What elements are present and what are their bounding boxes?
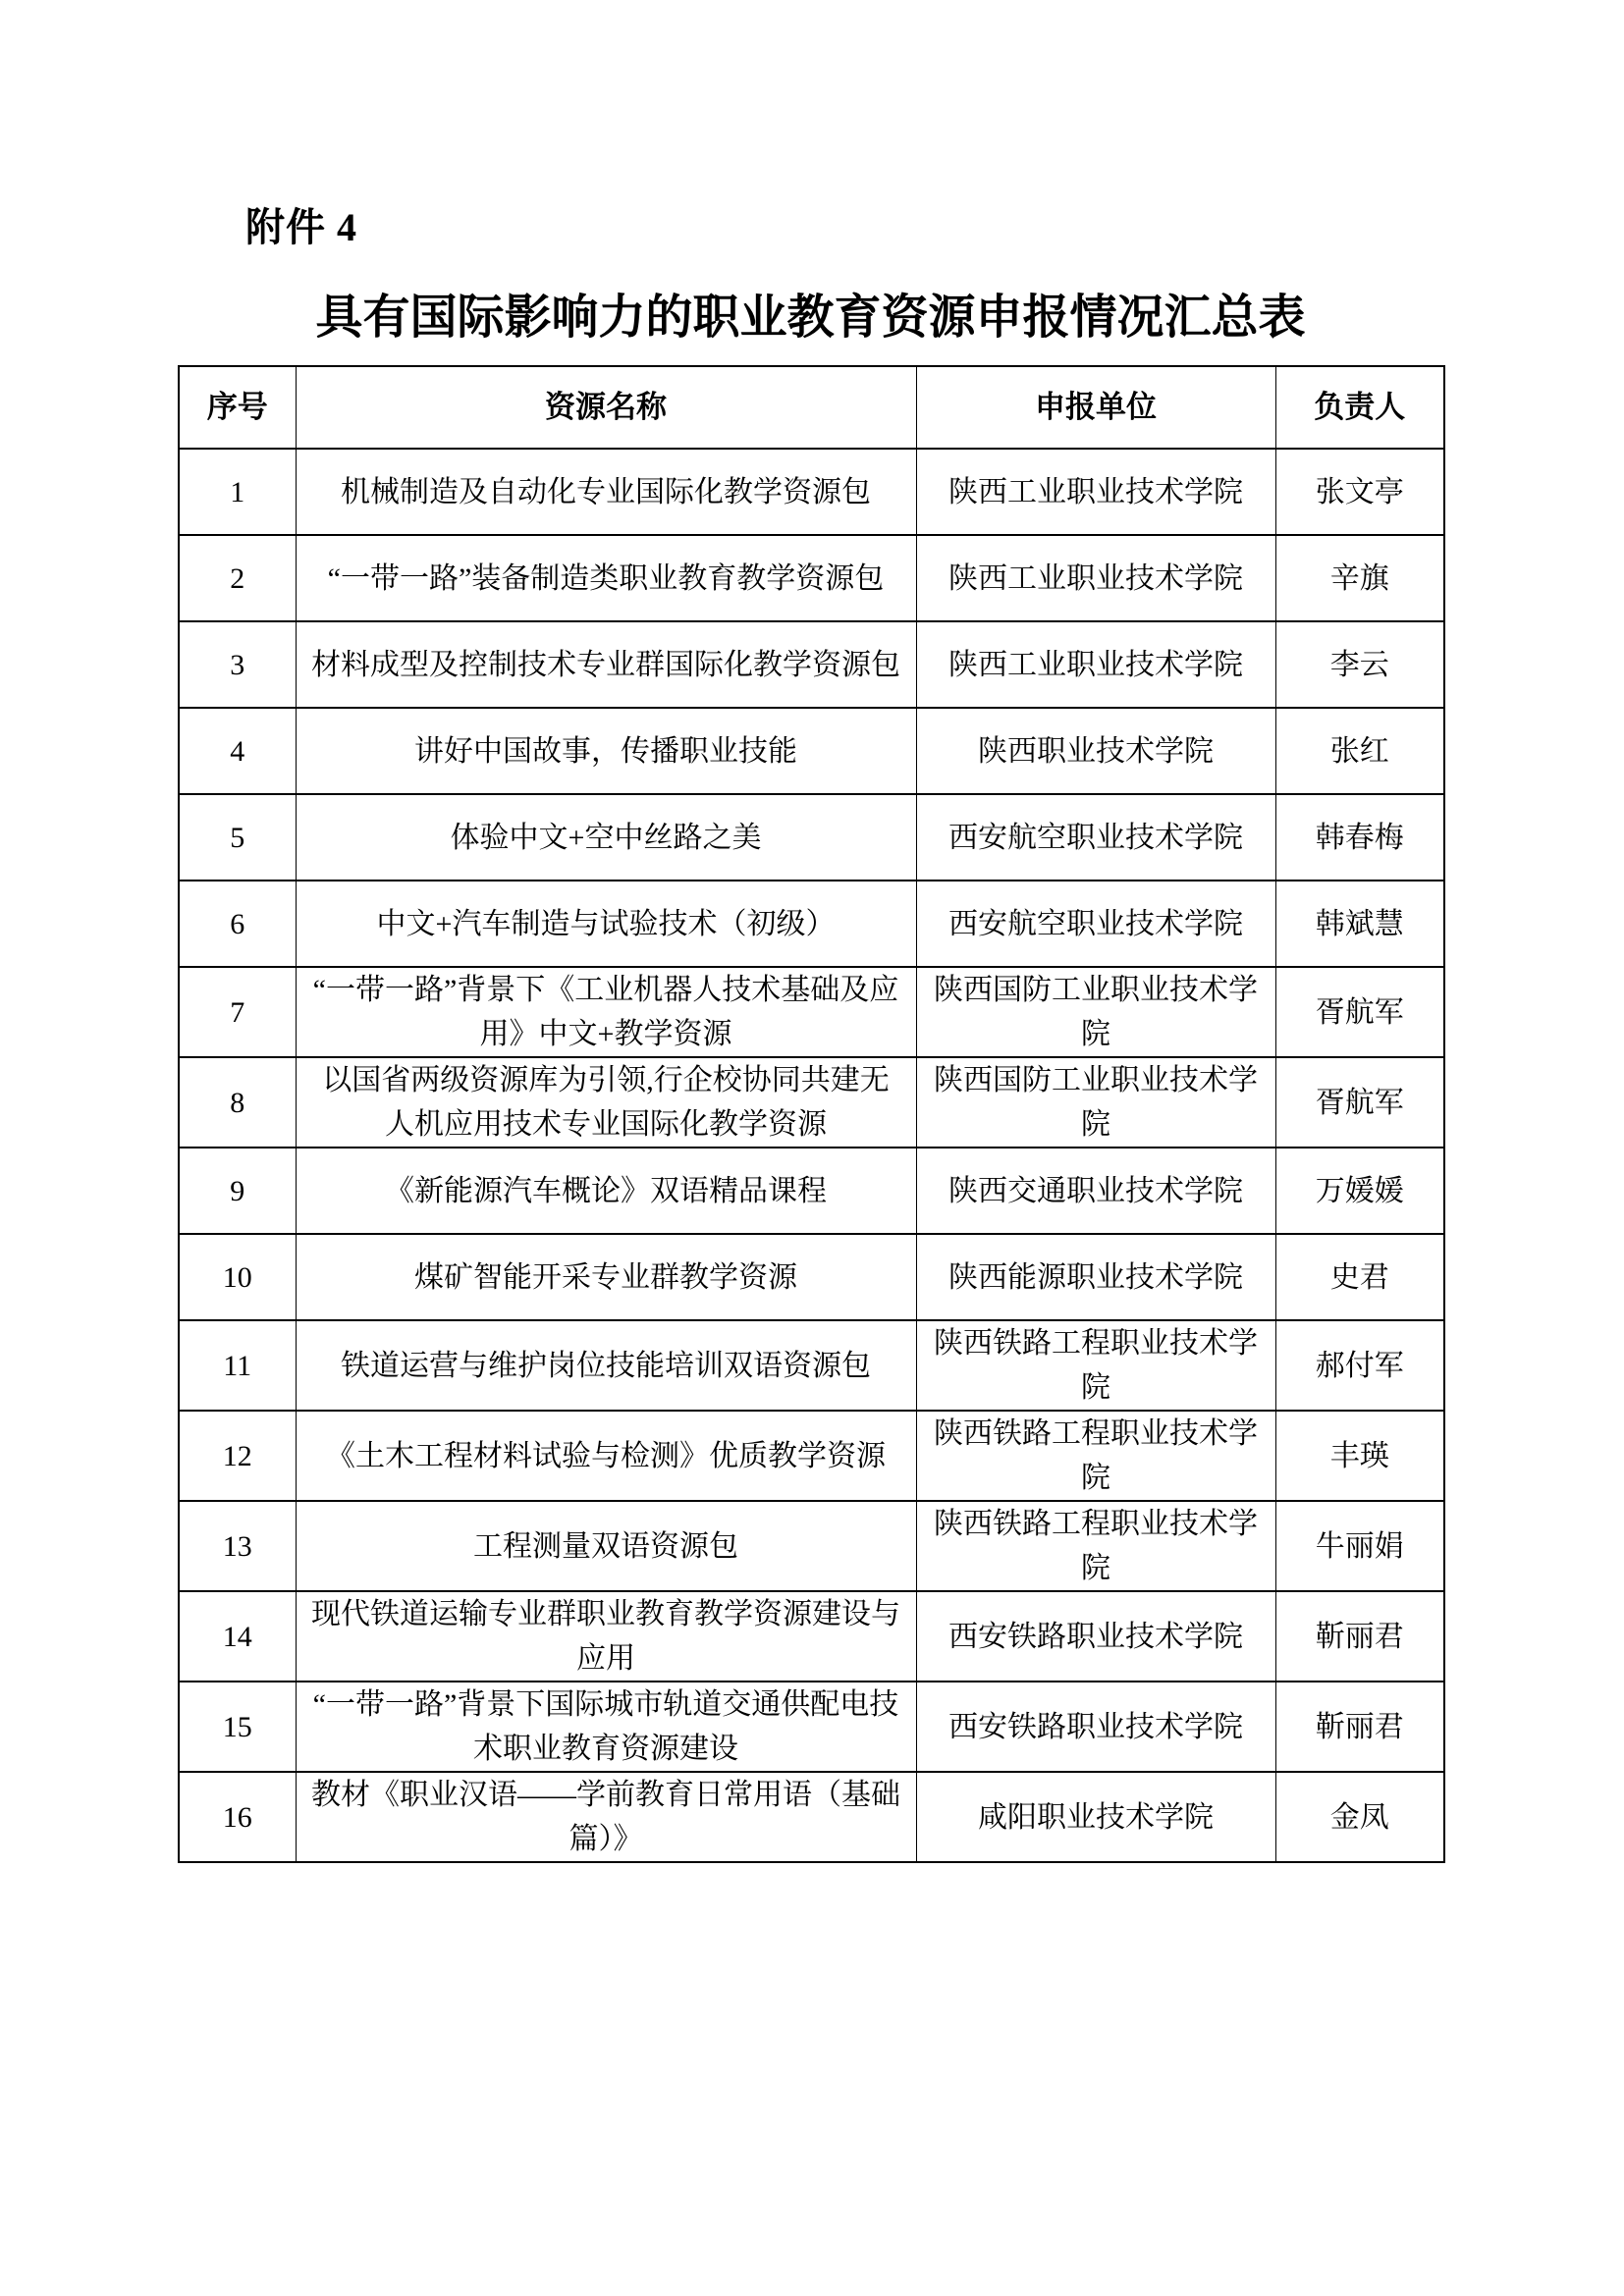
cell-resource-name: 工程测量双语资源包 — [296, 1501, 916, 1591]
cell-person-in-charge: 韩春梅 — [1275, 794, 1444, 881]
cell-serial-number: 12 — [179, 1411, 296, 1501]
cell-applying-unit: 陕西工业职业技术学院 — [916, 621, 1275, 708]
cell-resource-name: 铁道运营与维护岗位技能培训双语资源包 — [296, 1320, 916, 1411]
cell-serial-number: 8 — [179, 1057, 296, 1148]
cell-resource-name: 机械制造及自动化专业国际化教学资源包 — [296, 449, 916, 535]
cell-person-in-charge: 牛丽娟 — [1275, 1501, 1444, 1591]
cell-serial-number: 1 — [179, 449, 296, 535]
cell-person-in-charge: 韩斌慧 — [1275, 881, 1444, 967]
cell-person-in-charge: 靳丽君 — [1275, 1682, 1444, 1772]
table-row — [179, 1234, 1444, 1320]
cell-serial-number: 10 — [179, 1234, 296, 1320]
cell-resource-name: 现代铁道运输专业群职业教育教学资源建设与应用 — [296, 1591, 916, 1682]
cell-person-in-charge: 丰瑛 — [1275, 1411, 1444, 1501]
cell-serial-number: 14 — [179, 1591, 296, 1682]
table-row — [179, 967, 1444, 1057]
cell-serial-number: 16 — [179, 1772, 296, 1862]
page-title: 具有国际影响力的职业教育资源申报情况汇总表 — [315, 292, 1306, 344]
table-row — [179, 881, 1444, 967]
table-row — [179, 1320, 1444, 1411]
table-row — [179, 708, 1444, 794]
cell-person-in-charge: 辛旗 — [1275, 535, 1444, 621]
table-row — [179, 1501, 1444, 1591]
cell-person-in-charge: 万媛媛 — [1275, 1148, 1444, 1234]
cell-person-in-charge: 靳丽君 — [1275, 1591, 1444, 1682]
table-row — [179, 1682, 1444, 1772]
cell-serial-number: 9 — [179, 1148, 296, 1234]
summary-table — [178, 365, 1445, 1863]
cell-applying-unit: 陕西能源职业技术学院 — [916, 1234, 1275, 1320]
table-row — [179, 535, 1444, 621]
table-header-row — [179, 366, 1444, 449]
header-applying-unit: 申报单位 — [916, 366, 1275, 449]
cell-resource-name: 中文+汽车制造与试验技术（初级） — [296, 881, 916, 967]
table-row — [179, 1057, 1444, 1148]
table-row — [179, 1591, 1444, 1682]
cell-serial-number: 15 — [179, 1682, 296, 1772]
cell-applying-unit: 陕西国防工业职业技术学院 — [916, 967, 1275, 1057]
cell-serial-number: 5 — [179, 794, 296, 881]
cell-resource-name: 《土木工程材料试验与检测》优质教学资源 — [296, 1411, 916, 1501]
cell-resource-name: “一带一路”装备制造类职业教育教学资源包 — [296, 535, 916, 621]
cell-applying-unit: 西安铁路职业技术学院 — [916, 1682, 1275, 1772]
cell-resource-name: 讲好中国故事，传播职业技能 — [296, 708, 916, 794]
header-resource-name: 资源名称 — [296, 366, 916, 449]
cell-person-in-charge: 张红 — [1275, 708, 1444, 794]
table-row — [179, 794, 1444, 881]
cell-resource-name: 体验中文+空中丝路之美 — [296, 794, 916, 881]
cell-person-in-charge: 胥航军 — [1275, 967, 1444, 1057]
cell-applying-unit: 陕西铁路工程职业技术学院 — [916, 1320, 1275, 1411]
cell-person-in-charge: 郝付军 — [1275, 1320, 1444, 1411]
cell-serial-number: 6 — [179, 881, 296, 967]
cell-resource-name: 《新能源汽车概论》双语精品课程 — [296, 1148, 916, 1234]
header-serial-number: 序号 — [179, 366, 296, 449]
cell-applying-unit: 咸阳职业技术学院 — [916, 1772, 1275, 1862]
cell-person-in-charge: 史君 — [1275, 1234, 1444, 1320]
cell-serial-number: 7 — [179, 967, 296, 1057]
table-row — [179, 621, 1444, 708]
table-row — [179, 1772, 1444, 1862]
attachment-label: 附件 4 — [245, 205, 357, 249]
cell-applying-unit: 西安铁路职业技术学院 — [916, 1591, 1275, 1682]
cell-applying-unit: 西安航空职业技术学院 — [916, 881, 1275, 967]
table-row — [179, 1411, 1444, 1501]
cell-applying-unit: 陕西交通职业技术学院 — [916, 1148, 1275, 1234]
cell-resource-name: 教材《职业汉语——学前教育日常用语（基础篇）》 — [296, 1772, 916, 1862]
cell-applying-unit: 陕西国防工业职业技术学院 — [916, 1057, 1275, 1148]
cell-serial-number: 13 — [179, 1501, 296, 1591]
cell-person-in-charge: 胥航军 — [1275, 1057, 1444, 1148]
cell-person-in-charge: 金凤 — [1275, 1772, 1444, 1862]
cell-resource-name: “一带一路”背景下国际城市轨道交通供配电技术职业教育资源建设 — [296, 1682, 916, 1772]
cell-serial-number: 2 — [179, 535, 296, 621]
cell-serial-number: 4 — [179, 708, 296, 794]
cell-resource-name: 以国省两级资源库为引领,行企校协同共建无人机应用技术专业国际化教学资源 — [296, 1057, 916, 1148]
cell-resource-name: 材料成型及控制技术专业群国际化教学资源包 — [296, 621, 916, 708]
cell-resource-name: 煤矿智能开采专业群教学资源 — [296, 1234, 916, 1320]
table-row — [179, 1148, 1444, 1234]
cell-person-in-charge: 李云 — [1275, 621, 1444, 708]
table-row — [179, 449, 1444, 535]
cell-resource-name: “一带一路”背景下《工业机器人技术基础及应用》中文+教学资源 — [296, 967, 916, 1057]
cell-serial-number: 11 — [179, 1320, 296, 1411]
cell-person-in-charge: 张文亭 — [1275, 449, 1444, 535]
cell-applying-unit: 陕西职业技术学院 — [916, 708, 1275, 794]
table-body — [179, 449, 1444, 1862]
header-person-in-charge: 负责人 — [1275, 366, 1444, 449]
cell-applying-unit: 西安航空职业技术学院 — [916, 794, 1275, 881]
cell-applying-unit: 陕西铁路工程职业技术学院 — [916, 1501, 1275, 1591]
cell-applying-unit: 陕西工业职业技术学院 — [916, 449, 1275, 535]
cell-applying-unit: 陕西铁路工程职业技术学院 — [916, 1411, 1275, 1501]
cell-applying-unit: 陕西工业职业技术学院 — [916, 535, 1275, 621]
cell-serial-number: 3 — [179, 621, 296, 708]
